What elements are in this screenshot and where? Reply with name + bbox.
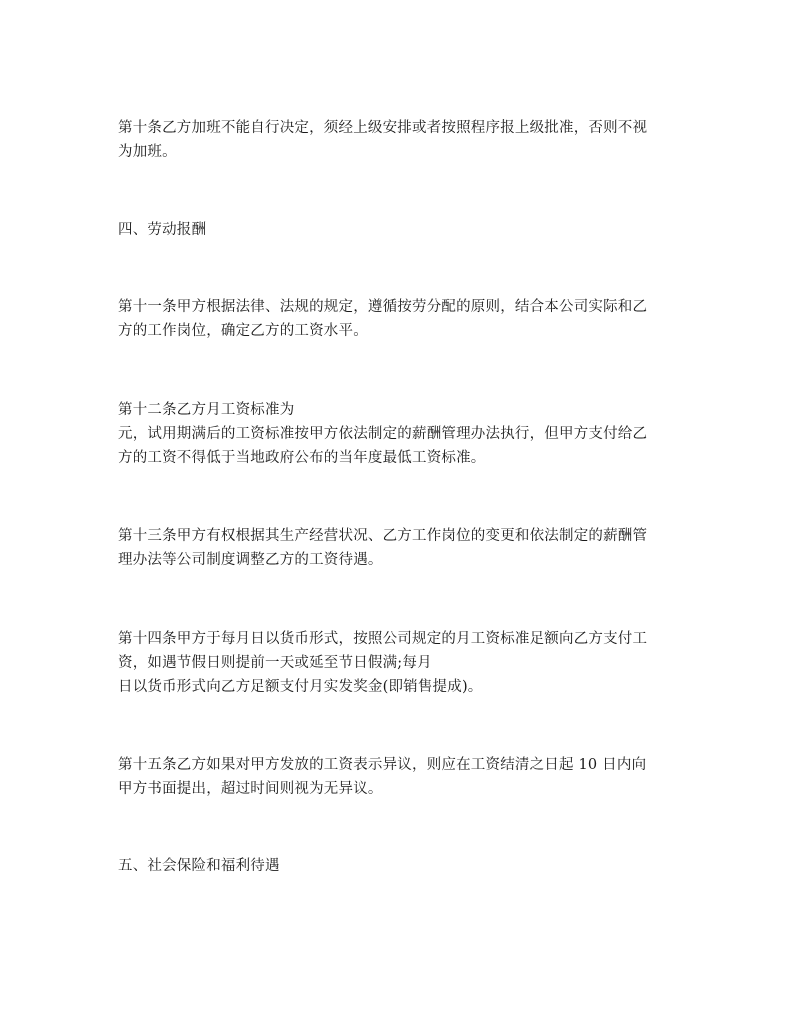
clause-15-paragraph (118, 753, 688, 801)
clause-12-paragraph (118, 398, 688, 470)
clause-15-line-1: 第十五条乙方如果对甲方发放的工资表示异议，则应在工资结清之日起 10 日内向 (118, 757, 647, 773)
clause-10-line-1: 第十条乙方加班不能自行决定，须经上级安排或者按照程序报上级批准，否则不视 (118, 120, 648, 136)
section-5-heading: 五、社会保险和福利待遇 (118, 858, 280, 874)
clause-14-line-3: 日以货币形式向乙方足额支付月实发奖金(即销售提成)。 (118, 679, 483, 695)
clause-13-line-1: 第十三条甲方有权根据其生产经营状况、乙方工作岗位的变更和依法制定的薪酬管 (118, 528, 648, 544)
clause-11-line-1: 第十一条甲方根据法律、法规的规定，遵循按劳分配的原则，结合本公司实际和乙 (118, 299, 648, 315)
clause-12-line-1: 第十二条乙方月工资标准为 (118, 402, 295, 418)
clause-13-paragraph (118, 524, 688, 572)
clause-14-paragraph (118, 627, 688, 699)
section-4-heading: 四、劳动报酬 (118, 222, 207, 238)
clause-15-line-2: 甲方书面提出，超过时间则视为无异议。 (118, 781, 383, 797)
clause-12-line-2: 元，试用期满后的工资标准按甲方依法制定的薪酬管理办法执行，但甲方支付给乙 (118, 426, 648, 442)
clause-14-line-1: 第十四条甲方于每月日以货币形式，按照公司规定的月工资标准足额向乙方支付工 (118, 631, 648, 647)
clause-12-line-3: 方的工资不得低于当地政府公布的当年度最低工资标准。 (118, 450, 486, 466)
clause-11-line-2: 方的工作岗位，确定乙方的工资水平。 (118, 323, 368, 339)
clause-11-paragraph (118, 295, 688, 343)
clause-14-line-2: 资，如遇节假日则提前一天或延至节日假满;每月 (118, 655, 432, 671)
clause-13-line-2: 理办法等公司制度调整乙方的工资待遇。 (118, 552, 383, 568)
clause-10-line-2: 为加班。 (118, 144, 177, 160)
clause-10-paragraph (118, 116, 688, 164)
